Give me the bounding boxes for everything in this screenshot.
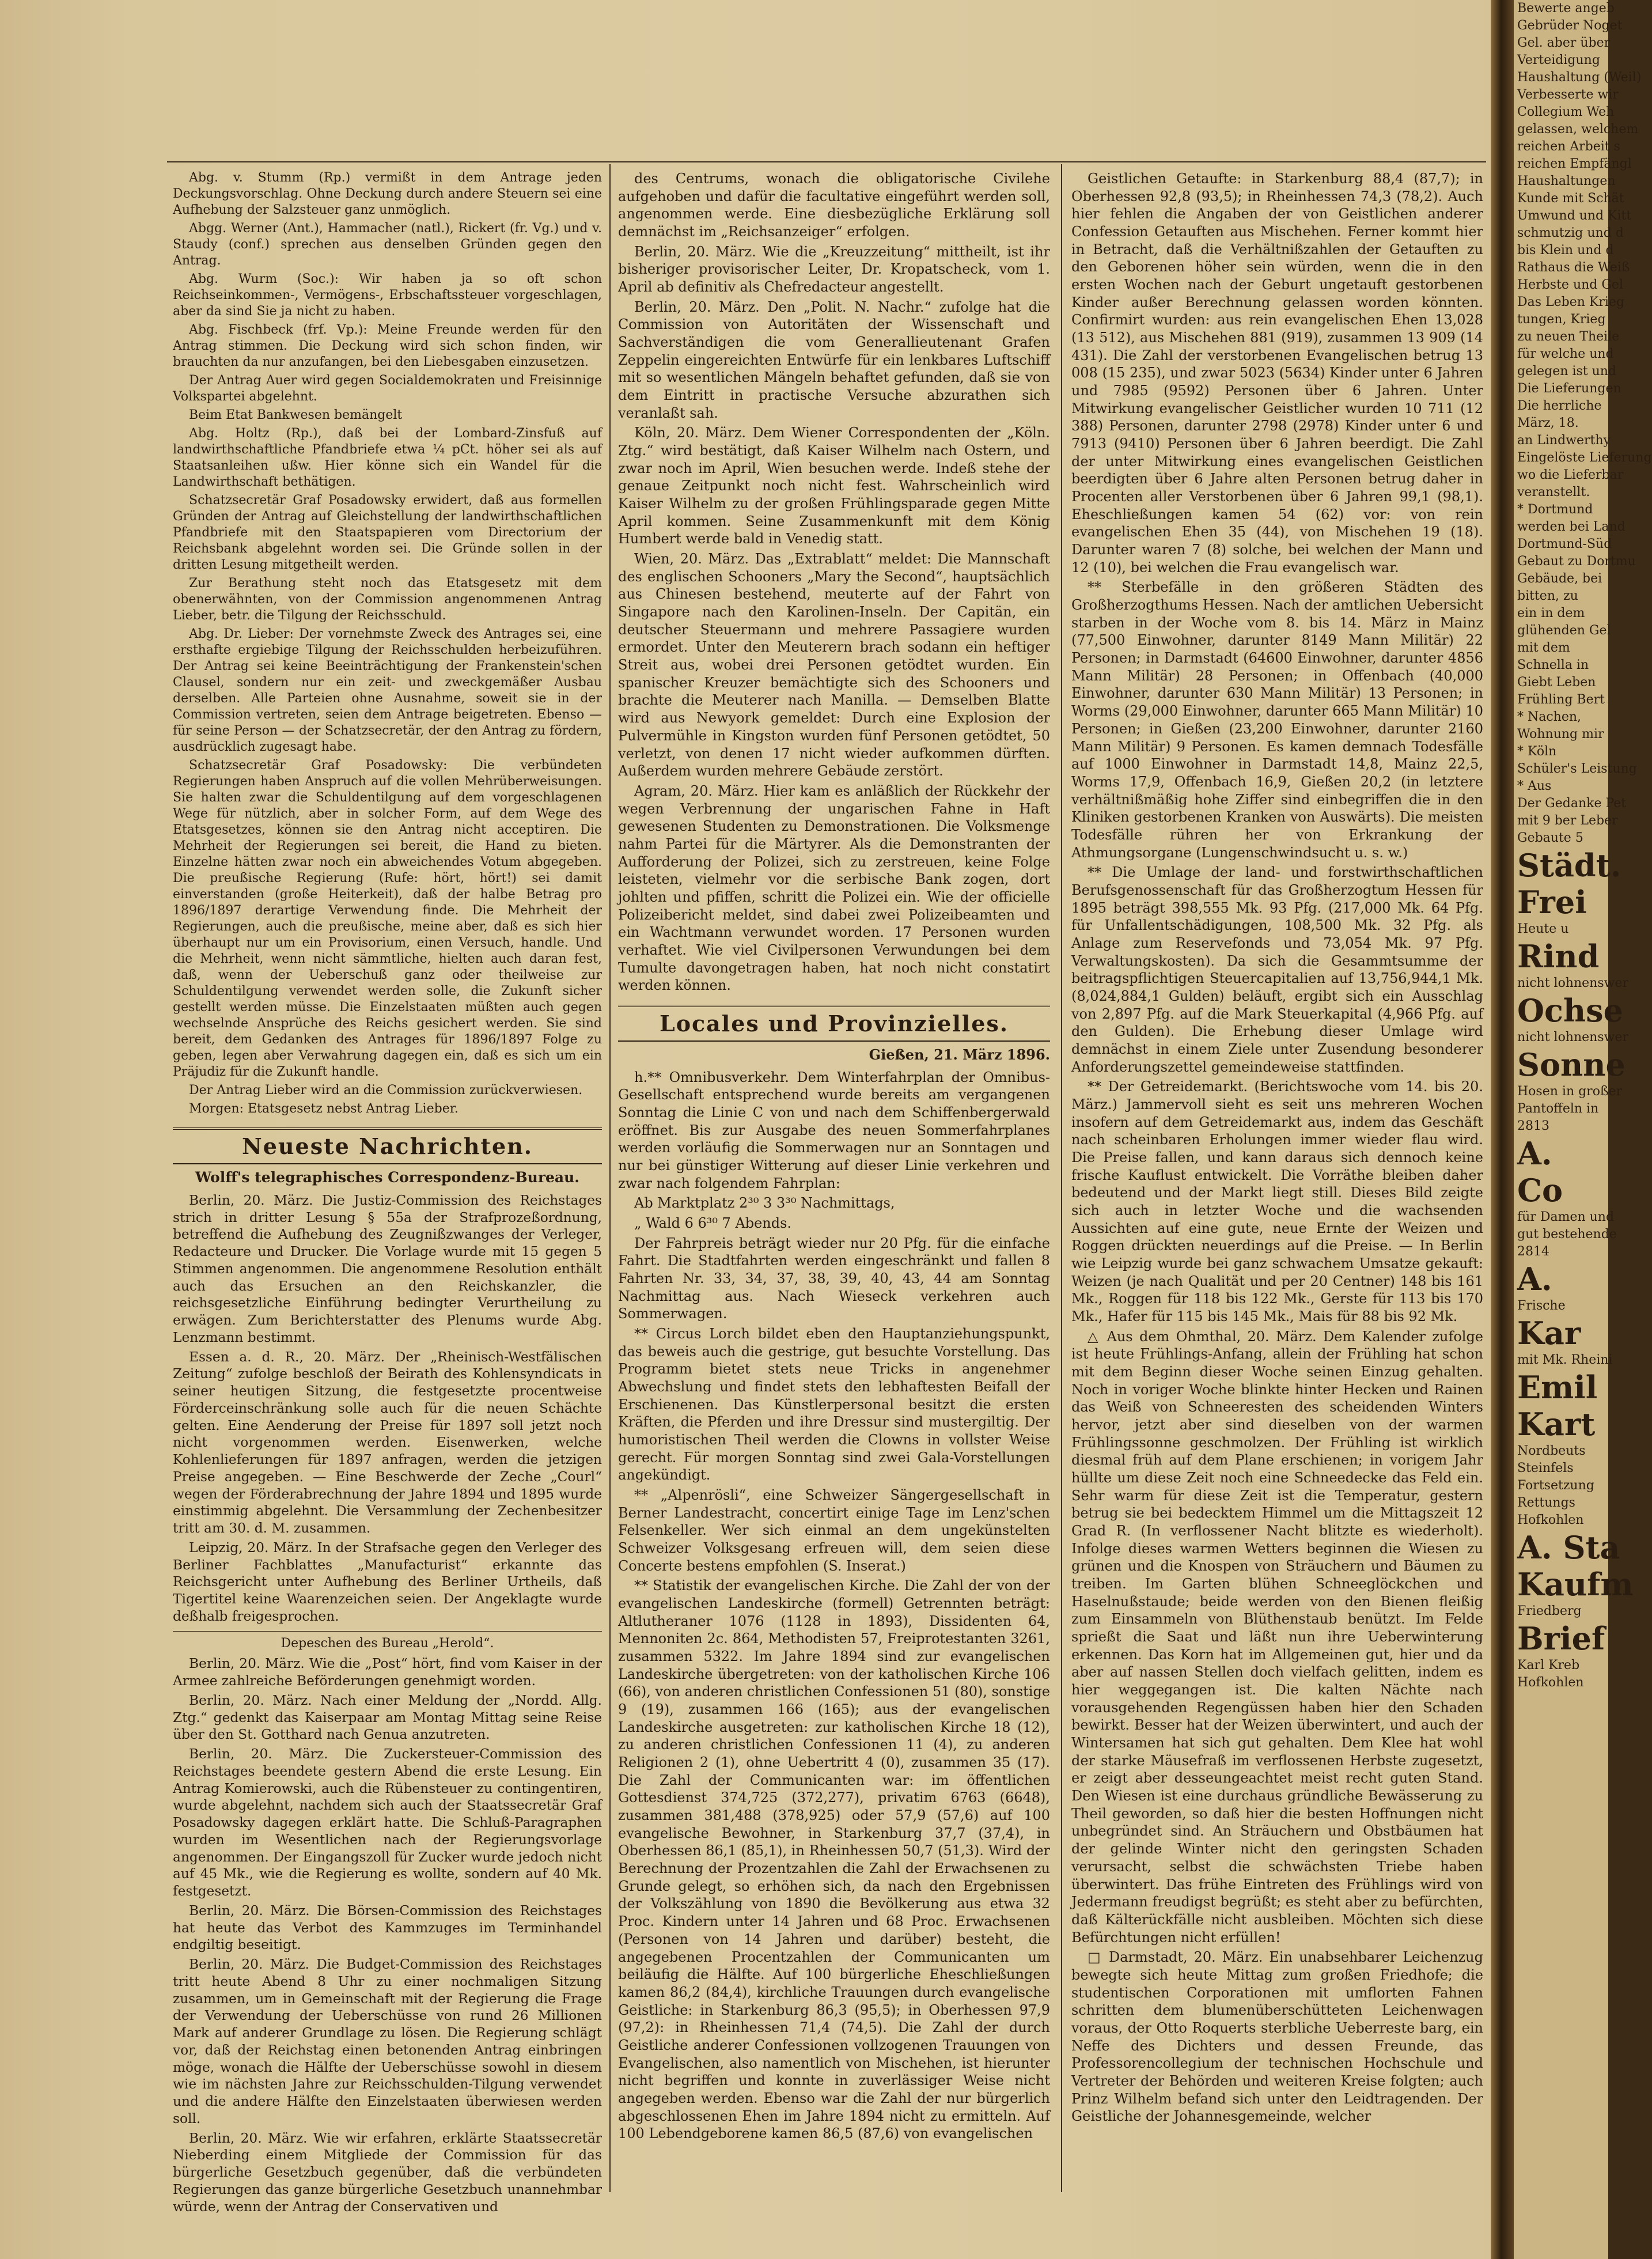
neighbor-text-line: Wohnung mir [1517, 727, 1604, 741]
wire-service-subheader: Wolff's telegraphisches Correspondenz-Bureau. [195, 1169, 579, 1186]
neighbor-text-line: Gebäude, bei [1517, 572, 1602, 586]
report-paragraph: Abg. Holtz (Rp.), daß bei der Lombard-Zinsfuß auf landwirthschaftliche Pfandbriefe etwa ¼ pCt. höher sei als auf Staatsanleihen ußw. Hier könne sich ein Wandel für die Landwirthschaft bethätigen. [173, 426, 602, 489]
neighbor-text-line: tungen, Krieg [1517, 312, 1606, 327]
report-paragraph: Beim Etat Bankwesen bemängelt [189, 408, 403, 422]
neighbor-text-line: Städt. [1517, 847, 1621, 884]
neighbor-text-line: Nordbeuts [1517, 1444, 1586, 1458]
neighbor-text-line: ein in dem [1517, 606, 1585, 620]
news-item: Berlin, 20. März. Die Justiz-Commission des Reichstages strich in dritter Lesung § 55a der Strafprozeßordnung, betreffend die Aufhebung des Zeugnißzwanges der Verleger, Redacteure und Drucker. Die Vorlage wurde mit 15 gegen 5 Stimmen angenommen. Die angenommene Resolution enthält auch das Ersuchen an den Reichskanzler, die reichsgesetzliche Einführung bedingter Verurtheilung zu erwägen. Zum Berichterstatter des Plenums wurde Abg. Lenzmann bestimmt. [173, 1192, 602, 1345]
neighbor-text-line: A. Sta [1517, 1529, 1620, 1566]
neighbor-text-line: Emil [1517, 1369, 1598, 1406]
neighbor-text-line: für Damen und [1517, 1210, 1615, 1224]
neighbor-text-line: Das Leben Krieg [1517, 295, 1625, 309]
neighbor-text-line: Kar [1517, 1315, 1581, 1352]
local-item: ** Der Getreidemarkt. (Berichtswoche vom 14. bis 20. März.) Jammervoll sieht es seit uns mehreren Wochen insofern auf dem Getreidemarkt aus, indem das Geschäft nach scheinbaren Erholungen immer wieder flau wird. Die Preise fallen, und kann daraus sich dennoch keine frische Kauflust entwickelt. Die Vorräthe bleiben daher bedeutend und der Markt liegt still. Dieses Bild zeigte sich auch in letzter Woche und die wachsenden Aussichten auf eine gute, neue Ernte der Weizen und Roggen drückten neuerdings auf die Preise. — In Berlin wie Leipzig wurde bei ganz schwachem Umsatze gekauft: Weizen (je nach Qualität und per 20 Centner) 148 bis 161 Mk., Roggen für 118 bis 122 Mk., Gerste für 113 bis 170 Mk., Hafer für 115 bis 145 Mk., Mais für 88 bis 92 Mk. [1071, 1079, 1483, 1325]
neighbor-text-line: * Dortmund [1517, 502, 1593, 517]
local-item: „ Wald 6 6³⁰ 7 Abends. [634, 1214, 792, 1231]
report-paragraph: Abg. v. Stumm (Rp.) vermißt in dem Antrage jeden Deckungsvorschlag. Ohne Deckung durch andere Steuern sei eine Aufhebung der Salzsteuer ganz unmöglich. [173, 171, 602, 217]
neighbor-text-line: Karl Kreb [1517, 1658, 1580, 1673]
neighbor-text-line: Bewerte angeb [1517, 1, 1615, 16]
neighbor-text-line: nicht lohnenswer [1517, 1030, 1628, 1045]
news-item: Agram, 20. März. Hier kam es anläßlich der Rückkehr der wegen Verbrennung der ungarischen Fahne in Haft gewesenen Studenten zu Demonstrationen. Die Volksmenge nahm Partei für die Märtyrer. Als die Demonstranten der Aufforderung der Polizei, sich zu zerstreuen, keine Folge leisteten, vielmehr vor die serbische Bank zogen, dort johlten und pfiffen, schritt die Polizei ein. Wie der officielle Polizeibericht meldet, sind dabei zwei Polizeibeamten und ein Wachtmann verwundet worden. 17 Personen wurden verhaftet. Wie viel Civilpersonen Verwundungen bei dem Tumulte davongetragen haben, hat noch nicht constatirt werden können. [618, 782, 1050, 994]
neighbor-text-line: gut bestehende [1517, 1227, 1617, 1242]
neighbor-text-line: mit dem [1517, 641, 1570, 655]
column-divider [609, 164, 611, 2192]
column-2 [618, 170, 1050, 2145]
local-item: ** Sterbefälle in den größeren Städten des Großherzogthums Hessen. Nach der amtlichen Uebersicht starben in der Woche vom 8. bis 14. März in Mainz (77,500 Einwohner, darunter 8149 Mann Militär) 22 Personen; in Darmstadt (64600 Einwohner, darunter 4856 Mann Militär) 28 Personen; in Offenbach (40,000 Einwohner, darunter 630 Mann Militär) 13 Personen; in Worms (29,000 Einwohner, darunter 665 Mann Militär) 10 Personen; in Gießen (23,200 Einwohner, darunter 2160 Mann Militär) 9 Personen. Es kamen demnach Todesfälle auf 1000 Einwohner in Darmstadt 14,8, Mainz 22,5, Worms 17,9, Offenbach 16,9, Gießen 20,2 (in letztere verhältnißmäßig hohe Ziffer sind einbegriffen die in den Kliniken gestorbenen Kranken von Auswärts). Die meisten Todesfälle rühren her von Erkrankung der Athmungsorgane (Lungenschwindsucht u. s. w.) [1071, 579, 1483, 861]
news-item: Leipzig, 20. März. In der Strafsache gegen den Verleger des Berliner Fachblattes „Manufacturist“ erkannte das Reichsgericht unter Aufhebung des Berliner Urtheils, daß Tigertitel keine Waarenzeichen seien. Der Angeklagte wurde deßhalb freigesprochen. [173, 1539, 602, 1624]
dateline: Gießen, 21. März 1896. [869, 1046, 1050, 1063]
news-item: Berlin, 20. März. Die Zuckersteuer-Commission des Reichstages beendete gestern Abend die erste Lesung. Ein Antrag Komierowski, auch die Rübensteuer zu contingentiren, wurde abgelehnt, nachdem sich auch der Staatssecretär Graf Posadowsky dagegen erklärt hatte. Die Schluß-Paragraphen wurden im Wesentlichen nach der Regierungsvorlage angenommen. Der Eingangszoll für Zucker wurde jedoch nicht auf 45 Mk., wie die Regierung es wollte, sondern auf 40 Mk. festgesetzt. [173, 1746, 602, 1899]
news-item: Köln, 20. März. Dem Wiener Correspondenten der „Köln. Ztg.“ wird bestätigt, daß Kaiser Wilhelm nach Ostern, und zwar noch im April, Wien besuchen werde. Indeß stehe der genaue Zeitpunkt noch nicht fest. Wahrscheinlich wird Kaiser Wilhelm zu der großen Frühlingsparade gegen Mitte April kommen. Seine Zusammenkunft mit dem König Humbert werde bald in Venedig statt. [618, 425, 1050, 547]
report-paragraph: Abgg. Werner (Ant.), Hammacher (natl.), Rickert (fr. Vg.) und v. Staudy (conf.) sprechen aus denselben Gründen gegen den Antrag. [173, 221, 602, 268]
neighbor-text-line: Gebaut zu Dortmu [1517, 554, 1636, 569]
neighbor-text-line: Umwund und Kitt [1517, 209, 1632, 223]
neighbor-text-line: Sonne [1517, 1046, 1626, 1083]
neighbor-text-line: Haushaltung (Weil) [1517, 70, 1642, 85]
neighbor-text-line: nicht lohnenswer [1517, 976, 1628, 990]
neighbor-text-line: Schüler's Leistung [1517, 762, 1637, 776]
neighbor-text-line: bitten, zu [1517, 589, 1578, 603]
neighbor-text-line: Rind [1517, 938, 1600, 975]
column-3 [1071, 170, 1483, 2128]
report-paragraph: Schatzsecretär Graf Posadowsky: Die verbündeten Regierungen haben Anspruch auf die vollen Mehrüberweisungen. Sie halten zwar die Schuldentilgung auf dem vorgeschlagenen Wege für nützlich, aber in solcher Form, auf dem Wege des Etatsgesetzes, können sie den Antrag nicht acceptiren. Die Mehrheit der Regierungen sei bereit, die Hand zu bieten. Einzelne hätten zwar noch ein abweichendes Votum abgegeben. Die preußische Regierung (Rufe: hört, hört!) sei damit einverstanden (große Heiterkeit), daß der halbe Betrag pro 1896/1897 derartige Verwendung finde. Die Mehrheit der Regierungen, auch die preußische, meine aber, daß es sich hier überhaupt nur um ein Provisorium, einen Versuch, handle. Und die Mehrheit, wenn nicht sämmtliche, hielten auch daran fest, daß, wenn der Ueberschuß ganz oder theilweise zur Schuldentilgung verwendet werden solle, die Zukunft sicher gestellt werden müsse. Die Einzelstaaten müßten auch gegen wechselnde Ansprüche des Reichs gesichert werden. Sie sind bereit, dem Gedanken des Antrages für 1896/1897 Folge zu geben, legen aber Verwahrung dagegen ein, daß es sich um ein Präjudiz für die Zukunft handle. [173, 758, 602, 1079]
neighbor-text-line: mit Mk. Rheini [1517, 1353, 1613, 1367]
local-item: h.** Omnibusverkehr. Dem Winterfahrplan der Omnibus-Gesellschaft entsprechend wurde bereits am vergangenen Sonntag die Linie C von und nach dem Schiffenbergerwald eröffnet. Bis zur Ausgabe des neuen Sommerfahrplanes werden vorläufig die Sommerwagen nur an Sonntagen und nur bei günstiger Witterung auf dieser Linie verkehren und zwar nach folgendem Fahrplan: [618, 1069, 1050, 1191]
neighbor-text-line: mit 9 ber Leber [1517, 813, 1618, 828]
neighbor-text-line: Rathaus die Weiß [1517, 260, 1630, 275]
neighbor-text-line: Rettungs [1517, 1496, 1575, 1510]
section-header-latest-news: Neueste Nachrichten. [173, 1127, 602, 1164]
book-binding [1491, 0, 1514, 2259]
neighbor-text-line: Pantoffeln in [1517, 1102, 1599, 1116]
local-item: △ Aus dem Ohmthal, 20. März. Dem Kalender zufolge ist heute Frühlings-Anfang, allein der Frühling hat schon mit dem Beginn dieser Woche seinen Einzug gehalten. Noch in voriger Woche blinkte hinter Hecken und Rainen das Weiß von Schneeresten des scheidenden Winters hervor, jetzt aber sind dieselben von der warmen Frühlingssonne geschmolzen. Der Frühling ist wirklich diesmal früh auf dem Plane erschienen; in vorigem Jahr hüllte um diese Zeit noch eine Schneedecke das Feld ein. Sehr warm für diese Zeit ist die Temperatur, gestern betrug sie bei bedecktem Himmel um die Mittagszeit 12 Grad R. (In verflossener Nacht blitzte es wiederholt). Infolge dieses warmen Wetters beginnen die Wiesen zu grünen und die Knospen von Sträuchern und Bäumen zu treiben. Im Garten blühen Schneeglöckchen und Haselnußstaude; beide werden von den Bienen fleißig zum Einsammeln von Blüthenstaub benützt. Im Felde sprießt die Saat und läßt nun ihre Ueberwinterung erkennen. Das Korn hat im Allgemeinen gut, hier und da aber auf nassen Stellen doch vielfach gelitten, indem es hier weggegangen ist. Die kalten Nächte nach vorausgehenden Regengüssen haben hier den Schaden bewirkt. Besser hat der Weizen überwintert, und auch der Wintersamen hat sich gut gehalten. Dem Klee hat wohl der starke Mäusefraß im verflossenen Herbste zugesetzt, er zeigt aber desseungeachtet meist recht guten Stand. Den Wiesen ist eine durchaus gründliche Bewässerung zu Theil geworden, so daß hier die besten Hoffnungen nicht unbegründet sind. An Sträuchern und Obstbäumen hat der gelinde Winter nicht den geringsten Schaden verursacht, selbst die schwächsten Triebe haben überwintert. Das frühe Eintreten des Frühlings wird von Jedermann freudigst begrüßt; es steht aber zu befürchten, daß Kälterückfälle nicht ausbleiben. Möchten sich diese Befürchtungen nicht erfüllen! [1071, 1328, 1483, 1946]
neighbor-text-line: Die Lieferungen [1517, 381, 1621, 396]
neighbor-text-line: Hofkohlen [1517, 1513, 1584, 1527]
neighbor-text-line: für welche und [1517, 347, 1614, 361]
neighbor-text-line: Verbesserte wir [1517, 88, 1619, 102]
neighbor-text-line: * Aus [1517, 779, 1552, 793]
neighbor-text-line: Gebaute 5 [1517, 831, 1583, 845]
news-item: Berlin, 20. März. Wie die „Post“ hört, find vom Kaiser in der Armee zahlreiche Beförderungen genehmigt worden. [173, 1656, 602, 1689]
neighbor-text-line: Ochse [1517, 992, 1623, 1029]
neighbor-text-line: Steinfels [1517, 1461, 1574, 1475]
neighbor-text-line: Schnella in [1517, 658, 1589, 672]
neighbor-text-line: Kunde mit Schät [1517, 191, 1624, 206]
local-item: ** Statistik der evangelischen Kirche. Die Zahl der von der evangelischen Landeskirche (formell) Getrennten beträgt: Altlutheraner 1076 (1128 in 1893), Dissidenten 64, Mennoniten 2c. 864, Methodisten 57, Freiprotestanten 3261, zusammen 5322. Im Jahre 1894 sind zur evangelischen Landeskirche übergetreten: von der katholischen Kirche 106 (66), von anderen christlichen Confessionen 51 (80), sonstige 9 (19), zusammen 166 (165); aus der evangelischen Landeskirche ausgetreten: zur katholischen Kirche 18 (12), zu anderen christlichen Confessionen 11 (4), zu anderen Religionen 2 (1), ohne Uebertritt 4 (0), zusammen 35 (17). Die Zahl der Communicanten war: im öffentlichen Gottesdienst 374,725 (372,277), privatim 6763 (6648), zusammen 381,488 (378,925) oder 57,9 (57,6) auf 100 evangelische Bewohner, in Starkenburg 37,7 (37,4), in Oberhessen 86,1 (85,1), in Rheinhessen 50,7 (51,3). Wird der Berechnung der Prozentzahlen die Zahl der Erwachsenen zu Grunde gelegt, so erhöhen sich, da nach den Ergebnissen der Volkszählung von 1890 die Bevölkerung aus etwa 32 Proc. Kindern unter 14 Jahren und 68 Proc. Erwachsenen (Personen von 14 Jahren und darüber) besteht, die angegebenen Procentzahlen der Communicanten um beiläufig die Hälfte. Auf 100 bürgerliche Eheschließungen kamen 86,2 (84,4), kirchliche Trauungen durch evangelische Geistliche: in Starkenburg 86,3 (95,5); in Oberhessen 97,9 (97,2): in Rheinhessen 71,4 (74,5). Die Zahl der durch Geistliche anderer Confessionen vollzogenen Trauungen von Evangelischen, also namentlich von Mischehen, ist hierunter nicht begriffen und konnte in zuverlässiger Weise nicht angegeben werden. Ebenso war die Zahl der nur bürgerlich abgeschlossenen Ehen im Jahre 1894 nicht zu ermitteln. Auf 100 Lebendgeborene kamen 86,5 (87,6) von evangelischen [618, 1577, 1050, 2142]
neighbor-text-line: Collegium Weh [1517, 105, 1615, 119]
neighbor-text-line: Verteidigung [1517, 53, 1600, 67]
neighbor-text-line: Co [1517, 1172, 1563, 1209]
neighbor-text-line: Hosen in großer [1517, 1084, 1623, 1099]
neighbor-text-line: A. [1517, 1261, 1552, 1297]
neighbor-text-line: Gel. aber über [1517, 36, 1611, 50]
report-paragraph: Der Antrag Auer wird gegen Socialdemokraten und Freisinnige Volkspartei abgelehnt. [173, 373, 602, 404]
neighbor-text-line: reichen Empfängl [1517, 157, 1632, 171]
neighbor-text-line: Giebt Leben [1517, 675, 1596, 690]
local-item: ** Die Umlage der land- und forstwirthschaftlichen Berufsgenossenschaft für das Großherzogtum Hessen für 1895 beträgt 398,555 Mk. 93 Pfg. (217,000 Mk. 64 Pfg. für Unfallentschädigungen, 108,500 Mk. 32 Pfg. als Anlage zum Reservefonds und 73,054 Mk. 97 Pfg. Verwaltungskosten). Da sich die Gesammtsumme der beitragspflichtigen Steuercapitalien auf 13,756,944,1 Mk. (8,024,884,1 Gulden) beläuft, ergibt sich ein Ausschlag von 2,897 Pfg. auf die Mark Steuerkapital (4,966 Pfg. auf den Gulden). Die Erhebung dieser Umlage wird demnächst in einem Ziele unter Zusendung besonderer Anforderungszettel gemeindeweise stattfinden. [1071, 864, 1483, 1075]
column-divider [1061, 164, 1062, 2192]
neighbor-text-line: zu neuen Theile [1517, 330, 1620, 344]
neighbor-text-line: Friedberg [1517, 1604, 1582, 1618]
neighbor-text-line: Der Gedanke Pet [1517, 796, 1627, 811]
neighbor-text-line: * Köln [1517, 744, 1557, 759]
neighbor-text-line: an Lindwerthy [1517, 433, 1611, 448]
neighbor-text-line: Frühling Bert [1517, 693, 1605, 707]
report-paragraph: Schatzsecretär Graf Posadowsky erwidert, daß aus formellen Gründen der Antrag auf Gleichstellung der landwirthschaftlichen Pfandbriefe mit den Staatspapieren vom Directorium der Reichsbank abgelehnt worden sei. Die Gründe sollen in der dritten Lesung mitgetheilt werden. [173, 493, 602, 572]
news-item: Wien, 20. März. Das „Extrablatt“ meldet: Die Mannschaft des englischen Schooners „Mary the Second“, hauptsächlich aus Chinesen bestehend, meuterte auf der Fahrt von Singapore nach den Karolinen-Inseln. Der Capitän, ein deutscher Steuermann und mehrere Passagiere wurden ermordet. Unter den Meuterern brach sodann ein heftiger Streit aus, wobei drei Personen getödtet wurden. Ein spanischer Kreuzer bemächtigte sich des Schooners und brachte die Meuterer nach Manilla. — Demselben Blatte wird aus Newyork gemeldet: Durch eine Explosion der Pulvermühle in Kingston wurden fünf Personen getödtet, 50 verletzt, von denen 17 nicht wieder aufkommen dürften. Außerdem wurden mehrere Gebäude zerstört. [618, 551, 1050, 780]
neighbor-text-line: Dortmund-Süd [1517, 537, 1612, 551]
report-paragraph: Abg. Wurm (Soc.): Wir haben ja so oft schon Reichseinkommen-, Vermögens-, Erbschaftssteuer vorgeschlagen, aber da sind Sie ja nicht zu haben. [173, 272, 602, 319]
neighbor-text-line: Hofkohlen [1517, 1675, 1584, 1690]
neighbor-text-line: Fortsetzung [1517, 1478, 1594, 1493]
local-item: □ Darmstadt, 20. März. Ein unabsehbarer Leichenzug bewegte sich heute Mittag zum großen Friedhofe; die studentischen Corporationen mit umflorten Fahnen schritten dem blumenüberschütteten Leichenwagen voraus, der Otto Roquerts sterbliche Ueberreste barg, ein Neffe des Dichters und dessen Freunde, das Professorencollegium der technischen Hochschule und Vertreter der Behörden und weiteren Kreise folgten; auch Prinz Wilhelm befand sich unter den Leidtragenden. Der Geistliche der Johannesgemeinde, welcher [1071, 1949, 1483, 2125]
neighbor-text-line: wo die Lieferbar [1517, 468, 1624, 482]
neighbor-text-line: glühenden Gel [1517, 623, 1611, 638]
news-item: Berlin, 20. März. Die Börsen-Commission des Reichstages hat heute das Verbot des Kammzuges im Terminhandel endgiltig beseitigt. [173, 1902, 602, 1953]
neighbor-text-line: Eingelöste Lieferung [1517, 451, 1652, 465]
news-item: Berlin, 20. März. Die Budget-Commission des Reichstages tritt heute Abend 8 Uhr zu einer nochmaligen Sitzung zusammen, um in Gemeinschaft mit der Regierung die Frage der Verwendung der Ueberschüsse von rund 26 Millionen Mark auf anderer Grundlage zu lösen. Die Regierung schlägt vor, daß der Reichstag einen betonenden Antrag einbringen möge, wonach die Hälfte der Ueberschüsse sowohl in diesem wie im nächsten Jahre zur Reichsschulden-Tilgung verwendet und die andere Hälfte den Einzelstaaten überwiesen werden soll. [173, 1957, 602, 2126]
neighbor-text-line: 2813 [1517, 1119, 1549, 1133]
neighbor-page-fragment [1514, 0, 1652, 2259]
neighbor-text-line: A. [1517, 1135, 1552, 1172]
report-paragraph: Morgen: Etatsgesetz nebst Antrag Lieber. [189, 1102, 459, 1116]
top-rule [167, 161, 1486, 162]
neighbor-text-line: Die herrliche [1517, 399, 1602, 413]
news-item: Essen a. d. R., 20. März. Der „Rheinisch-Westfälischen Zeitung“ zufolge beschloß der Beirath des Kohlensyndicats in seiner heutigen Sitzung, die festgesetzte procentweise Förderceinschränkung solle auch für die neuen Schächte gelten. Eine Aenderung der Preise für 1897 soll jetzt noch nicht vorgenommen werden. Eisenwerken, welche Kohlenlieferungen für 1897 anfragen, werden die jetzigen Preise angegeben. — Eine Beschwerde der Zeche „Courl“ wegen der Förderabrechnung der Jahre 1894 und 1895 wurde einstimmig abgelehnt. Die Versammlung der Zechenbesitzer tritt am 30. d. M. zusammen. [173, 1349, 602, 1536]
report-paragraph: Abg. Fischbeck (frf. Vp.): Meine Freunde werden für den Antrag stimmen. Die Deckung wird sich schon finden, wir brauchten da nur anzufangen, bei den Liebesgaben einzusetzen. [173, 323, 602, 369]
neighbor-text-line: reichen Arbeit s [1517, 139, 1620, 154]
neighbor-text-line: Kaufm [1517, 1566, 1634, 1603]
local-item: ** „Alpenrösli“, eine Schweizer Sängergesellschaft in Berner Landestracht, concertirt einige Tage im Lenz'schen Felsenkeller. Wer sich einmal an dem ungekünstelten Schweizer Volksgesang erfreuen will, dem seien diese Concerte bestens empfohlen (S. Inserat.) [618, 1487, 1050, 1574]
neighbor-text-line: Herbste und Gel [1517, 278, 1623, 292]
column-1 [173, 170, 602, 2218]
neighbor-text-line: werden bei Land [1517, 520, 1626, 534]
neighbor-text-line: Frische [1517, 1299, 1566, 1313]
neighbor-text-line: gelassen, welchem [1517, 122, 1639, 137]
report-paragraph: Zur Berathung steht noch das Etatsgesetz mit dem obenerwähnten, von der Commission angenommenen Antrag Lieber, betr. die Tilgung der Reichsschuld. [173, 576, 602, 623]
neighbor-text-line: Haushaltungen [1517, 174, 1616, 188]
section-header-local-news: Locales und Provinzielles. [618, 1005, 1050, 1042]
report-paragraph: Abg. Dr. Lieber: Der vornehmste Zweck des Antrages sei, eine ersthafte ergiebige Tilgung der Reichsschulden herbeizuführen. Der Antrag sei keine Beeinträchtigung der Frankenstein'schen Clausel, sondern nur ein zeit- und zweckgemäßer Ausbau derselben. Alle Parteien ohne Ausnahme, soweit sie in der Commission vertreten, seien dem Antrage beigetreten. Ebenso — für seine Person — der Schatzsecretär, der den Antrag zu fördern, ausdrücklich zugesagt habe. [173, 627, 602, 754]
neighbor-text-line: * Nachen, [1517, 710, 1582, 724]
dispatch-separator: Depeschen des Bureau „Herold“. [173, 1631, 602, 1652]
news-item: Berlin, 20. März. Nach einer Meldung der „Nordd. Allg. Ztg.“ gedenkt das Kaiserpaar am Montag Mittag seine Reise über den St. Gotthard nach Genua anzutreten. [173, 1692, 602, 1743]
news-item: des Centrums, wonach die obligatorische Civilehe aufgehoben und dafür die facultative eingeführt werden soll, angenommen werde. Eine diesbezügliche Erklärung soll demnächst im „Reichsanzeiger“ erfolgen. [618, 171, 1050, 240]
neighbor-text-line: gelegen ist und [1517, 364, 1617, 379]
neighbor-text-line: Kart [1517, 1406, 1596, 1443]
news-item: Berlin, 20. März. Wie die „Kreuzzeitung“ mittheilt, ist ihr bisheriger provisorischer Leiter, Dr. Kropatscheck, vom 1. April ab definitiv als Chefredacteur angestellt. [618, 243, 1050, 296]
local-item: Geistlichen Getaufte: in Starkenburg 88,4 (87,7); in Oberhessen 92,8 (93,5); in Rheinhessen 74,3 (78,2). Auch hier fehlen die Angaben der von Geistlichen anderer Confession Getauften aus Mischehen. Ferner kommt hier in Betracht, daß die Verhältnißzahlen der Getauften zu den Geborenen höher sein würden, wenn die in den ersten Wochen nach der Geburt ungetauft gestorbenen Kinder außer Berechnung gelassen worden könnten. Confirmirt wurden: aus rein evangelischen Ehen 13,028 (13 512), aus Mischehen 881 (919), zusammen 13 909 (14 431). Die Zahl der verstorbenen Evangelischen betrug 13 008 (15 235), und zwar 5023 (5634) Kinder unter 6 Jahren und 7985 (9592) Personen über 6 Jahren. Unter Mitwirkung evangelischer Geistlicher wurden 10 711 (12 388) Personen, darunter 2798 (2978) Kinder unter 6 und 7913 (9410) Personen über 6 Jahren beerdigt. Die Zahl der unter Mitwirkung eines evangelischen Geistlichen beerdigten über 6 Jahre alten Personen betrug daher in Procenten aller Verstorbenen über 6 Jahren 99,1 (98,1). Eheschließungen kamen 54 (62) vor: von rein evangelischen Ehen 35 (44), von Mischehen 19 (18). Darunter waren 7 (8) solche, bei welchen der Mann und 12 (10), bei welchen die Frau evangelisch war. [1071, 171, 1483, 576]
neighbor-text-line: 2814 [1517, 1244, 1549, 1259]
neighbor-text-line: bis Klein und d [1517, 243, 1614, 258]
neighbor-text-line: schmutzig und d [1517, 226, 1624, 240]
news-item: Berlin, 20. März. Den „Polit. N. Nachr.“ zufolge hat die Commission von Autoritäten der Wissenschaft und Sachverständigen die vom Generallieutenant Grafen Zeppelin eingereichten Entwürfe für ein lenkbares Luftschiff mit so wesentlichen Mängeln behaftet gefunden, daß sie von dem Eintritt in practische Versuche abzurathen sich veranlaßt sah. [618, 298, 1050, 421]
neighbor-text-line: veranstellt. [1517, 485, 1590, 500]
report-paragraph: Der Antrag Lieber wird an die Commission zurückverwiesen. [189, 1083, 583, 1098]
neighbor-text-line: Gebrüder Noget [1517, 18, 1623, 33]
news-item: Berlin, 20. März. Wie wir erfahren, erklärte Staatssecretär Nieberding einem Mitgliede der Commission für das bürgerliche Gesetzbuch gegenüber, daß die verbündeten Regierungen das ganze bürgerliche Gesetzbuch unannehmbar würde, wenn der Antrag der Conservativen und [173, 2130, 602, 2215]
neighbor-text-line: März, 18. [1517, 416, 1579, 430]
local-item: Der Fahrpreis beträgt wieder nur 20 Pfg. für die einfache Fahrt. Die Stadtfahrten werden eingeschränkt und fallen 8 Fahrten Nr. 33, 34, 37, 38, 39, 40, 43, 44 am Sonntag Nachmittag aus. Nach Wieseck verkehren auch Sommerwagen. [618, 1235, 1050, 1322]
local-item: Ab Marktplatz 2³⁰ 3 3³⁰ Nachmittags, [634, 1195, 895, 1212]
local-item: ** Circus Lorch bildet eben den Hauptanziehungspunkt, das beweis auch die gestrige, gut besuchte Vorstellung. Das Programm bietet stets neue Tricks in angenehmer Abwechslung und findet stets den lebhaftesten Beifall der Erschienenen. Das Künstlerpersonal besitzt die ersten Kräften, die Pferden und ihre Dressur sind mustergiltig. Der humoristischen Theil werden die Clowns in vollster Weise gerecht. Für morgen Sonntag sind zwei Gala-Vorstellungen angekündigt. [618, 1325, 1050, 1484]
neighbor-text-line: Brief [1517, 1620, 1605, 1657]
neighbor-text-line: Frei [1517, 884, 1587, 921]
neighbor-text-line: Heute u [1517, 922, 1569, 936]
